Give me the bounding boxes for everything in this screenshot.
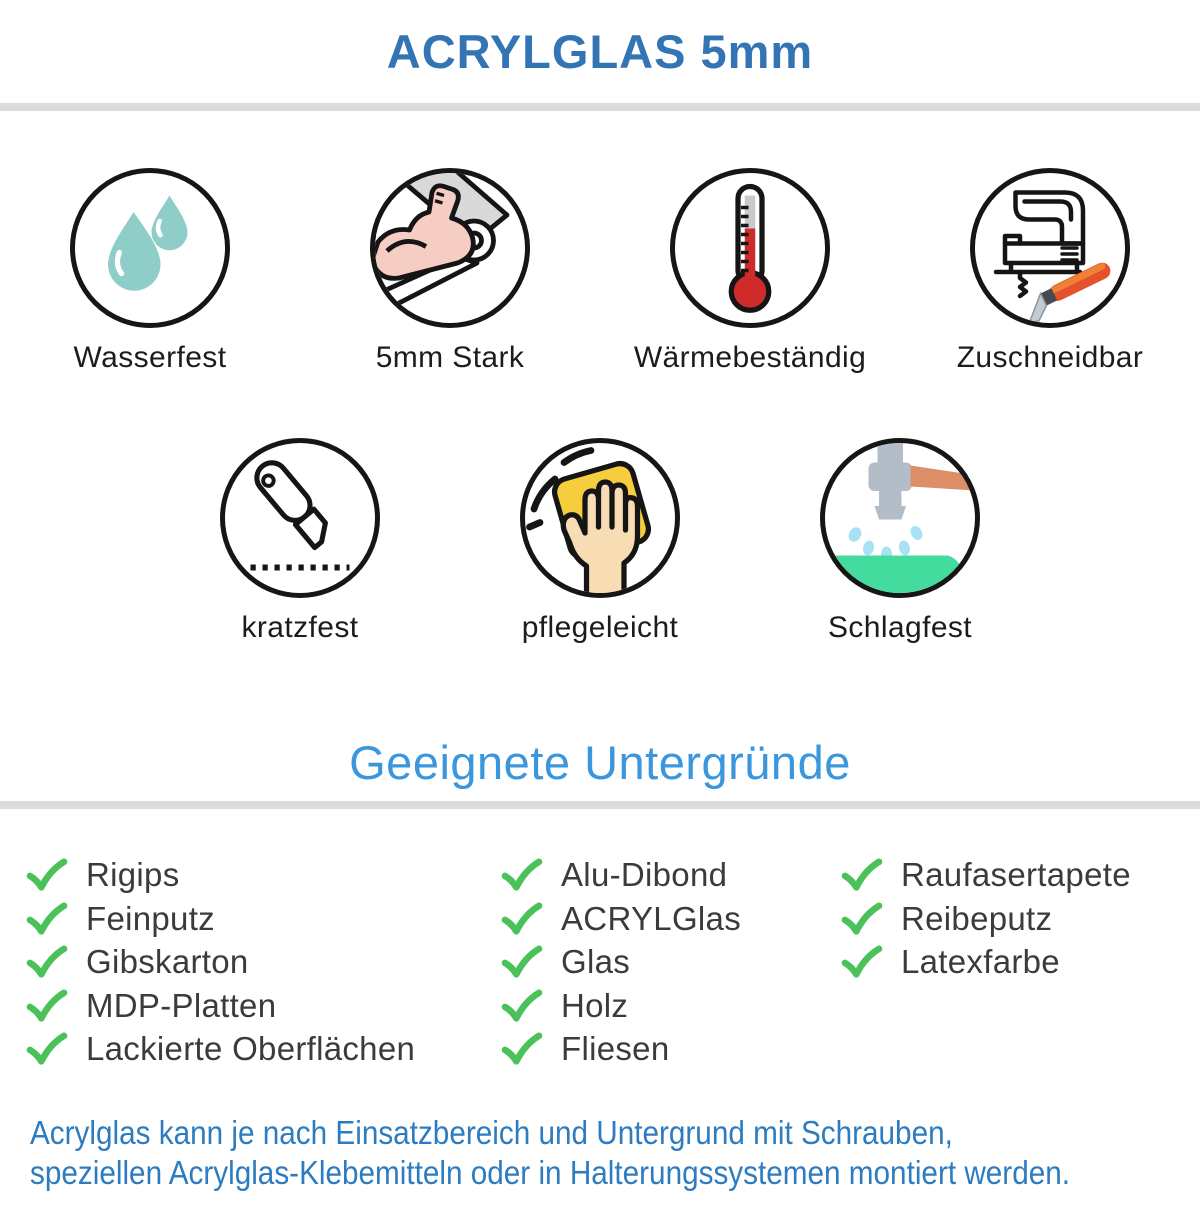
surface-label: Gibskarton: [86, 943, 249, 981]
feature-zuschneidbar: [900, 168, 1200, 375]
surface-label: Lackierte Oberflächen: [86, 1030, 416, 1068]
list-item: [25, 853, 500, 897]
check-icon: [500, 945, 544, 979]
feature-wasserfest: [0, 168, 300, 375]
feature-row-1: [0, 168, 1200, 375]
check-icon: [25, 858, 69, 892]
page-title: ACRYLGLAS 5mm: [386, 25, 814, 78]
list-item: [500, 940, 840, 984]
check-icon: [25, 902, 69, 936]
feature-label: 5mm Stark: [375, 340, 525, 374]
surfaces-column-3: [840, 853, 1200, 1071]
check-icon: [25, 1032, 69, 1066]
feature-waermebestaendig: [600, 168, 900, 375]
check-icon: [500, 858, 544, 892]
mounting-note-line: Acrylglas kann je nach Einsatzbereich und Untergrund mit Schrauben,: [30, 1113, 953, 1151]
mounting-note: [30, 1113, 1200, 1194]
list-item: [840, 853, 1200, 897]
jigsaw-cutter-icon: [975, 173, 1125, 323]
feature-label: pflegeleicht: [521, 610, 679, 644]
surface-label: Holz: [561, 986, 629, 1024]
list-item: [500, 897, 840, 941]
feature-row-2: [150, 438, 1050, 645]
surface-label: Rigips: [86, 856, 180, 894]
surfaces-column-2: [500, 853, 840, 1071]
check-icon: [840, 945, 884, 979]
surface-label: Feinputz: [86, 899, 215, 937]
surface-label: Fliesen: [561, 1030, 670, 1068]
surface-label: Raufasertapete: [901, 856, 1131, 894]
surface-label: Latexfarbe: [901, 943, 1060, 981]
feature-schlagfest: [750, 438, 1050, 645]
feature-label: Wärmebeständig: [633, 340, 867, 374]
feature-label: Wasserfest: [73, 340, 227, 374]
hammer-icon: [825, 443, 975, 593]
surface-label: Reibeputz: [901, 899, 1053, 937]
feature-label: Zuschneidbar: [956, 340, 1144, 374]
check-icon: [500, 989, 544, 1023]
divider-top: [0, 103, 1200, 111]
list-item: [840, 897, 1200, 941]
list-item: [25, 984, 500, 1028]
check-icon: [840, 902, 884, 936]
mounting-note-line: speziellen Acrylglas-Klebemitteln oder in Halterungssystemen montiert werden.: [30, 1154, 1071, 1192]
surfaces-grid: [0, 853, 1200, 1071]
list-item: [25, 940, 500, 984]
surface-label: MDP-Platten: [86, 986, 277, 1024]
feature-5mm-stark: [300, 168, 600, 375]
utility-knife-icon: [225, 443, 375, 593]
check-icon: [500, 1032, 544, 1066]
feature-label: kratzfest: [241, 610, 359, 644]
surface-label: ACRYLGlas: [561, 899, 741, 937]
check-icon: [25, 989, 69, 1023]
water-drops-icon: [75, 173, 225, 323]
feature-pflegeleicht: [450, 438, 750, 645]
thermometer-icon: [675, 173, 825, 323]
surfaces-column-1: [25, 853, 500, 1071]
divider-section: [0, 801, 1200, 809]
check-icon: [500, 902, 544, 936]
strong-arm-icon: [375, 173, 525, 323]
check-icon: [840, 858, 884, 892]
list-item: [25, 897, 500, 941]
list-item: [500, 984, 840, 1028]
surface-label: Alu-Dibond: [561, 856, 728, 894]
list-item: [25, 1027, 500, 1071]
check-icon: [25, 945, 69, 979]
cleaning-hand-icon: [525, 443, 675, 593]
list-item: [840, 940, 1200, 984]
list-item: [500, 853, 840, 897]
section-title: Geeignete Untergründe: [349, 735, 851, 789]
feature-label: Schlagfest: [827, 610, 973, 644]
surface-label: Glas: [561, 943, 631, 981]
feature-kratzfest: [150, 438, 450, 645]
list-item: [500, 1027, 840, 1071]
